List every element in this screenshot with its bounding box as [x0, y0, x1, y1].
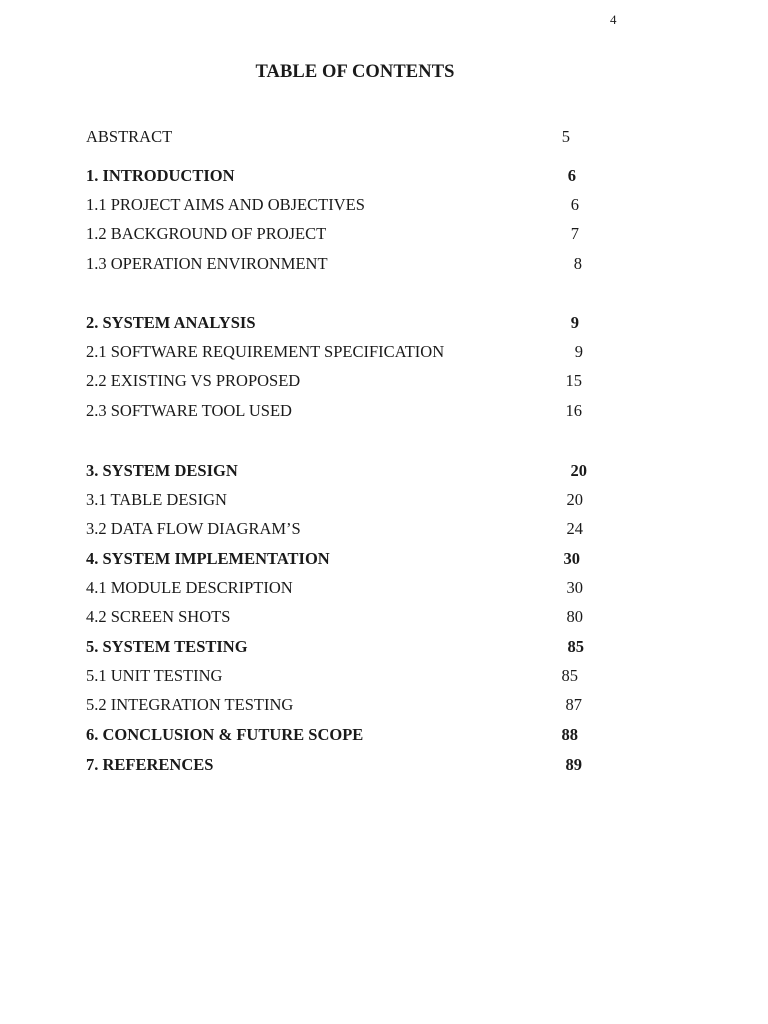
- toc-entry-page: 85: [561, 666, 578, 685]
- toc-entry: [86, 370, 606, 392]
- toc-entry-page: 88: [561, 725, 578, 744]
- toc-entry-label: 2.1 SOFTWARE REQUIREMENT SPECIFICATION: [86, 342, 445, 361]
- toc-entry-label: 3.1 TABLE DESIGN: [86, 490, 227, 509]
- toc-entry: [86, 489, 606, 511]
- toc-entry-label: 3.2 DATA FLOW DIAGRAM’S: [86, 519, 301, 538]
- toc-entry: [86, 460, 606, 482]
- toc-entry: [86, 518, 606, 540]
- toc-entry-label: 4. SYSTEM IMPLEMENTATION: [86, 549, 330, 568]
- toc-entry: [86, 665, 606, 687]
- toc-entry-page: 6: [567, 166, 576, 185]
- toc-entry-label: 1.1 PROJECT AIMS AND OBJECTIVES: [86, 195, 365, 214]
- toc-entry: [86, 341, 606, 363]
- toc-entry-label: 2. SYSTEM ANALYSIS: [86, 313, 256, 332]
- toc-entry-label: 1.2 BACKGROUND OF PROJECT: [86, 224, 327, 243]
- toc-entry-label: 7. REFERENCES: [86, 755, 214, 774]
- toc-entry-label: 2.2 EXISTING VS PROPOSED: [86, 371, 301, 390]
- toc-entry: [86, 194, 606, 216]
- page-number: 4: [610, 12, 617, 27]
- toc-entry-label: 4.1 MODULE DESCRIPTION: [86, 578, 293, 597]
- toc-entry-page: 20: [570, 461, 587, 480]
- toc-entry: [86, 606, 606, 628]
- toc-entry: [86, 165, 606, 187]
- toc-entry-page: 6: [570, 195, 579, 214]
- toc-entry: [86, 400, 606, 422]
- toc-entry-page: 30: [563, 549, 580, 568]
- toc-entry-page: 85: [567, 637, 584, 656]
- toc-entry-label: 1.3 OPERATION ENVIRONMENT: [86, 254, 328, 273]
- toc-entry: [86, 312, 606, 334]
- toc-entry-label: 4.2 SCREEN SHOTS: [86, 607, 231, 626]
- toc-entry-page: 24: [566, 519, 583, 538]
- toc-entry: [86, 548, 606, 570]
- toc-entry-page: 8: [573, 254, 582, 273]
- toc-entry-page: 9: [570, 313, 579, 332]
- toc-entry-label: 6. CONCLUSION & FUTURE SCOPE: [86, 725, 364, 744]
- toc-entry-label: 1. INTRODUCTION: [86, 166, 235, 185]
- toc-entry: [86, 694, 606, 716]
- toc-entry: [86, 724, 606, 746]
- toc-entry-page: 80: [566, 607, 583, 626]
- toc-entry-page: 87: [565, 695, 582, 714]
- toc-entry: [86, 577, 606, 599]
- toc-entry-label: 2.3 SOFTWARE TOOL USED: [86, 401, 292, 420]
- toc-entry-label: 5. SYSTEM TESTING: [86, 637, 248, 656]
- toc-entry-label: 5.1 UNIT TESTING: [86, 666, 223, 685]
- toc-entry-page: 16: [565, 401, 582, 420]
- toc-entry-label: ABSTRACT: [86, 127, 173, 146]
- toc-entry: [86, 126, 606, 148]
- toc-entry-page: 15: [565, 371, 582, 390]
- toc-entry: [86, 253, 606, 275]
- toc-entry-page: 5: [561, 127, 570, 146]
- page-title: TABLE OF CONTENTS: [255, 62, 455, 82]
- toc-entry-page: 89: [565, 755, 582, 774]
- toc-entry-page: 7: [570, 224, 579, 243]
- toc-entry: [86, 223, 606, 245]
- toc-entry-label: 5.2 INTEGRATION TESTING: [86, 695, 294, 714]
- toc-entry: [86, 636, 606, 658]
- toc-entry-page: 9: [574, 342, 583, 361]
- toc-entry-label: 3. SYSTEM DESIGN: [86, 461, 238, 480]
- toc-entry: [86, 754, 606, 776]
- toc-entry-page: 30: [566, 578, 583, 597]
- toc-entry-page: 20: [566, 490, 583, 509]
